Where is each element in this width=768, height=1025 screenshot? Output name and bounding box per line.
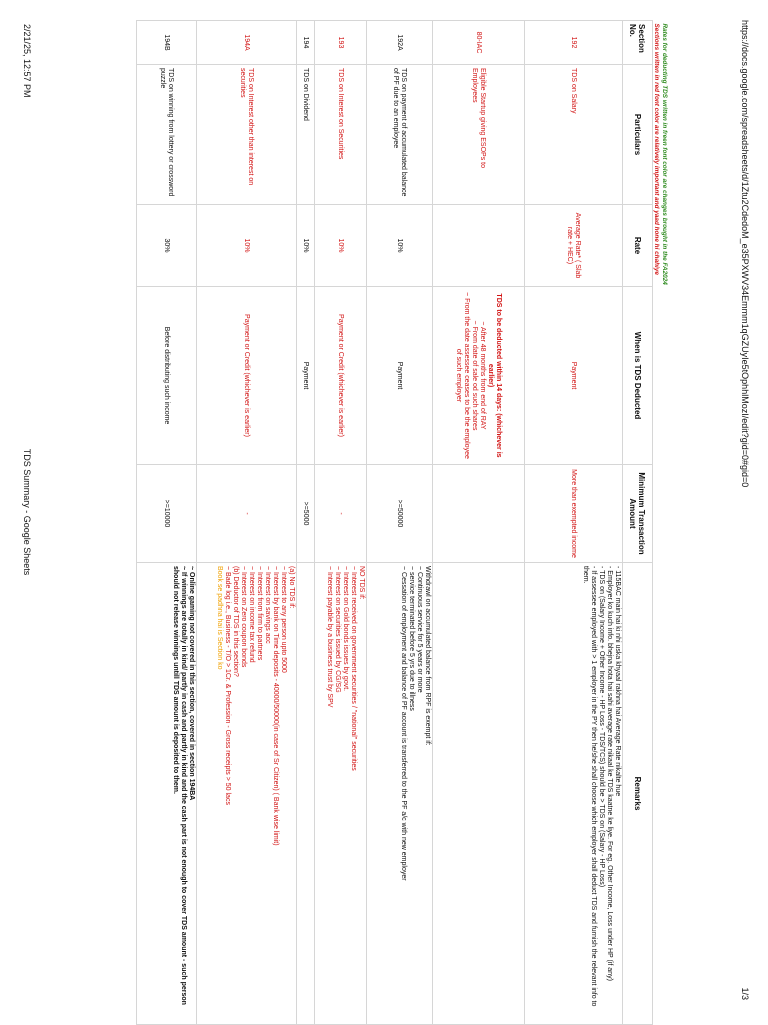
remarks	[525, 563, 623, 1025]
remark-line: ~ Interest on Gold bonds issues by govt.	[342, 566, 349, 692]
header-min-amount: Minimum Transaction Amount	[623, 465, 653, 563]
remarks	[297, 563, 315, 1025]
min-amount: -	[197, 465, 297, 563]
note-row-red	[653, 21, 661, 1025]
rate: 10%	[315, 205, 367, 287]
min-amount: More than exempted income	[525, 465, 623, 563]
particulars: TDS on Dividend	[297, 65, 315, 205]
when-deducted	[433, 287, 525, 465]
remarks	[433, 563, 525, 1025]
red-note: Sections written in red font color are relatively important and yaad hone hi chahiye	[653, 23, 661, 275]
particulars: Eligible Startup giving ESOPs to Employees	[433, 65, 525, 205]
note-row-green	[661, 21, 669, 1025]
section-no: 193	[315, 21, 367, 65]
remark-line: (a) No TDS if:	[288, 566, 295, 609]
green-note: Rates for deducting TDS written in freen font color are changes brought in the FA2024	[661, 23, 668, 285]
remark-line: ~ service terminated before 5 yrs due to illness	[408, 566, 415, 711]
remark-line: (b) Deductor of TDS in this section?	[232, 566, 239, 677]
section-no: 80-IAC	[433, 21, 525, 65]
when-line: ~ After 48 months from end of RAY	[479, 321, 487, 430]
remark-line: ~ Interest from firm to partners	[256, 566, 263, 661]
when-deducted: Payment	[525, 287, 623, 465]
remark-line: ~ Interest on savings acc	[264, 566, 271, 644]
remarks	[137, 563, 197, 1025]
tds-summary-table-wrapper	[51, 20, 668, 1024]
min-amount: -	[315, 465, 367, 563]
min-amount	[433, 465, 525, 563]
remark-line: NO TDS if:	[358, 566, 365, 600]
rate: Average Rate* ( Slab rate + HEC)	[525, 205, 623, 287]
print-url: https://docs.google.com/spreadsheets/d/1Ztu2CdedoM_e35PXWV34Emmm1qGZUyIe5tOphhlMozI/edit?gid=0#gid=0	[740, 20, 750, 488]
table-row	[525, 21, 623, 1025]
print-datetime: 2/21/25, 12:57 PM	[22, 24, 32, 98]
remark-line: Withdrawl on accumulated balance from RPF is exempt if:	[424, 566, 431, 746]
remarks	[367, 563, 433, 1025]
particulars: TDS on Interest on Securities	[315, 65, 367, 205]
header-section: Section No.	[623, 21, 653, 65]
table-row	[433, 21, 525, 1025]
remark-line: ~ Cessation of employment and balance of PF account is transferred to the PF a/c with new employer	[400, 566, 407, 881]
remark-line: ~ Interest by bank on Time deposits - 40000/50000(in case of Sr Citizen) ( Bank wise limit)	[272, 566, 279, 846]
header-rate: Rate	[623, 205, 653, 287]
when-deducted: Payment or Credit (whichever is earlier)	[315, 287, 367, 465]
remark-line: ~ Interest on securities issued by CG/SG	[334, 566, 341, 693]
when-deducted: Payment or Credit (whichever is earlier)	[197, 287, 297, 465]
tds-summary-table	[136, 20, 668, 1025]
remark-highlight: Book se padhna hai is Section ko	[216, 566, 223, 670]
rate: 10%	[367, 205, 433, 287]
remark-line: ~ Interest to any person upto 5000	[280, 566, 287, 673]
remark-line: - 115BAC main hai ki nhi uska khyaal rakhna hai Average Rate nikalte hue	[614, 566, 621, 797]
remark-line: ~ Interest on Zero coupon bonds	[240, 566, 247, 668]
table-row	[297, 21, 315, 1025]
when-deducted: Payment	[367, 287, 433, 465]
remarks	[315, 563, 367, 1025]
remark-line: ~ Interest on income tax refund	[248, 566, 255, 663]
rate	[433, 205, 525, 287]
header-remarks: Remarks	[623, 563, 653, 1025]
rate: 30%	[137, 205, 197, 287]
table-row	[367, 21, 433, 1025]
header-row	[623, 21, 653, 1025]
when-line: TDS to be deducted within 14 days: (whichever is earlier)	[487, 293, 503, 458]
remark-line: ~ Bade log i.e., Business - T/O > 1Cr. & Profession - Gross receipts > 50 lacs	[224, 566, 231, 805]
min-amount: >=50000	[367, 465, 433, 563]
table-row	[137, 21, 197, 1025]
header-when: When is TDS Deducted	[623, 287, 653, 465]
rate: 10%	[297, 205, 315, 287]
remark-line: - Employer ko kuch info. bhejna hota hai sahi average rate nikaal ke TDS kaatne ke liye. For eg. Other Income, Loss under HP (if any)	[606, 566, 613, 981]
section-no: 194A	[197, 21, 297, 65]
remark-line: - TDS on (Salary Income + Other Income - HP Loss - TDS/TCS) should be > TDS on (Salary - HP Loss)	[598, 566, 605, 888]
header-particulars: Particulars	[623, 65, 653, 205]
particulars: TDS on winning from lottery or crossword puzzle	[137, 65, 197, 205]
remark-line: ~ Continuous service for 5 years or more	[416, 566, 423, 693]
remark-line: ~ Interest payable by a business trust by SPV	[326, 566, 333, 708]
section-no: 192	[525, 21, 623, 65]
table-row	[197, 21, 297, 1025]
remark-line: ~ If winnings are totally in kind/ partly in cash and partly in kind and the cash part is not enough to cover TDS amount - such person should not release winnings untill TDS amount is deposited to them.	[172, 566, 187, 1005]
print-page-number: 1/3	[740, 987, 750, 1000]
when-line: ~ From the date assessee ceases to be the employee of such employer	[455, 292, 471, 459]
table-row	[315, 21, 367, 1025]
print-title: TDS Summary - Google Sheets	[22, 448, 32, 576]
particulars: TDS on Salary	[525, 65, 623, 205]
remarks	[197, 563, 297, 1025]
when-deducted: Payment	[297, 287, 315, 465]
remark-line: - If assessee employed with > 1 employer in the PY then he/she shall choose which employer shall deduct TDS and furnish the relevant info to them.	[582, 566, 597, 1007]
remark-line: ~ Interest received on government securities / "national" securities	[350, 566, 357, 771]
section-no: 194B	[137, 21, 197, 65]
min-amount: >=5000	[297, 465, 315, 563]
when-deducted: Before distributing such income	[137, 287, 197, 465]
min-amount: >=10000	[137, 465, 197, 563]
section-no: 194	[297, 21, 315, 65]
when-line: ~ From date of sale od such shares	[471, 320, 479, 431]
particulars: TDS on payment of accumulated balance of PF due to an employee	[367, 65, 433, 205]
particulars: TDS on Interest other than interest on securities	[197, 65, 297, 205]
remark-line: ~ Online gaming not covered in this section, covered in section 194BA	[188, 566, 195, 801]
section-no: 192A	[367, 21, 433, 65]
rate: 10%	[197, 205, 297, 287]
